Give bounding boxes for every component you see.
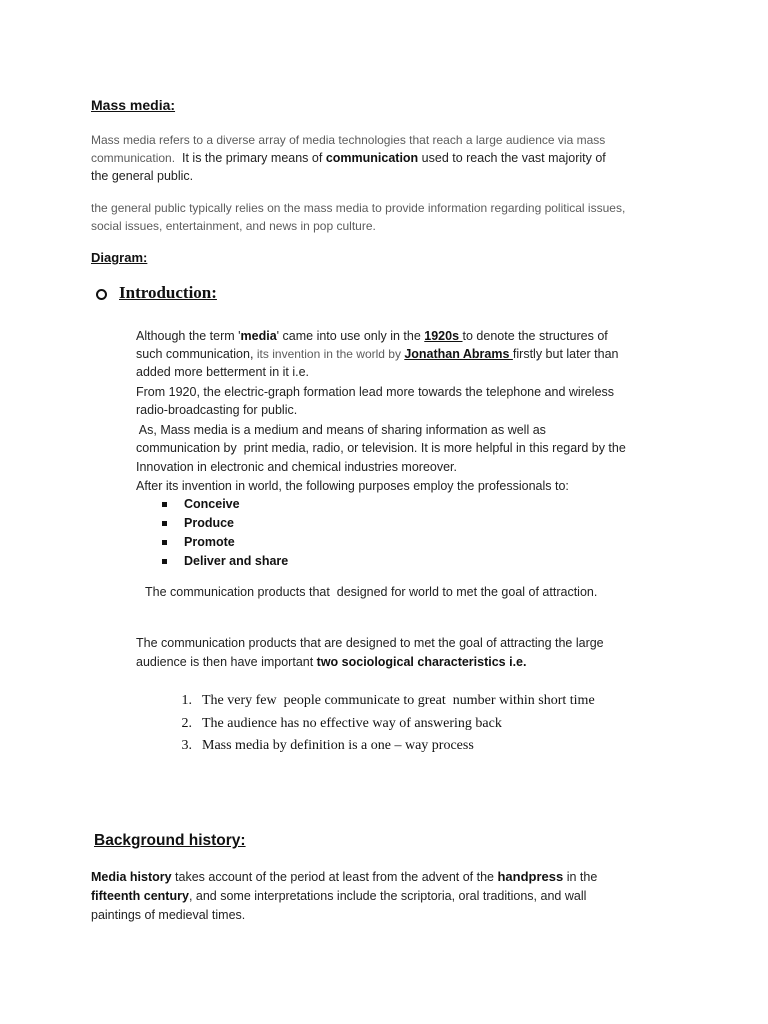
purpose-label: Promote [184,535,235,549]
mass-media-para-line-1 [91,131,605,150]
purpose-label: Conceive [184,497,240,511]
introduction-heading: Introduction: [119,283,217,302]
text-run-bold: handpress [497,869,564,884]
background-line-1 [91,868,597,887]
text-run: Mass media refers to a diverse array of media technologies that reach a large audience via mass [91,133,606,147]
list-item [160,552,460,571]
background-line-3: paintings of medieval times. [91,908,246,922]
intro-line-4: From 1920, the electric-graph formation lead more towards the telephone and wireless [136,385,615,399]
list-text: The very few people communicate to great number within short time [202,693,595,708]
text-run: Although the term ' [136,329,241,343]
text-run: ' came into use only in the [276,329,425,343]
square-bullet-icon [162,559,167,564]
square-bullet-icon [162,502,167,507]
text-run: used to reach the vast majority of [418,151,606,165]
text-run-bold: Media history [91,870,172,884]
text-run-bold: fifteenth century [91,889,189,903]
text-run-bold: two sociological characteristics i.e. [316,655,527,669]
text-run-bold-underline: Jonathan Abrams [404,347,513,361]
text-run: its invention in the world by [256,347,405,361]
text-run: , and some interpretations include the scriptoria, oral traditions, and wall [188,889,587,903]
intro-line-9: After its invention in world, the following purposes employ the professionals to: [136,479,569,493]
list-text: The audience has no effective way of answering back [202,715,502,731]
mass-media-para2-line-2: social issues, entertainment, and news in pop culture. [91,219,376,233]
list-item [174,713,694,736]
products-line: The communication products that designed for world to met the goal of attraction. [145,585,598,599]
background-line-2 [91,887,586,906]
intro-line-5: radio-broadcasting for public. [136,403,298,417]
intro-line-2 [136,345,619,364]
purposes-list [160,495,460,571]
list-number: 2. [181,715,192,731]
circle-bullet-icon [96,289,107,300]
list-item [174,735,694,758]
square-bullet-icon [162,540,167,545]
text-run: takes account of the period at least from the advent of the [171,870,498,884]
mass-media-para-line-3: the general public. [91,169,194,183]
text-run: communication. [91,151,176,165]
intro-line-8: Innovation in electronic and chemical industries moreover. [136,460,458,474]
characteristics-list [174,690,694,758]
mass-media-para2-line-1: the general public typically relies on the mass media to provide information regarding political issues, [91,201,626,215]
intro-line-3: added more betterment in it i.e. [136,365,310,379]
text-run-bold-underline: 1920s [424,329,463,343]
intro-line-6: As, Mass media is a medium and means of sharing information as well as [136,423,546,437]
list-item [160,514,460,533]
text-run: to denote the structures of [462,329,608,343]
list-number: 1. [181,693,192,708]
mass-media-heading: Mass media: [91,97,176,113]
text-run: in the [563,870,598,884]
list-item [160,495,460,514]
list-number: 3. [181,738,192,753]
intro-line-1 [136,327,608,346]
products-para-line-2 [136,653,526,672]
purpose-label: Deliver and share [184,554,289,568]
text-run: audience is then have important [136,655,317,669]
purpose-label: Produce [184,516,235,530]
text-run-bold: media [240,329,277,343]
diagram-heading: Diagram: [91,250,148,265]
list-item [160,533,460,552]
square-bullet-icon [162,521,167,526]
text-run: It is the primary means of [182,151,326,165]
intro-line-7: communication by print media, radio, or television. It is more helpful in this regard by the [136,441,626,455]
list-item [174,690,694,713]
text-run: firstly but later than [512,347,619,361]
list-text: Mass media by definition is a one – way process [202,738,474,753]
background-history-heading: Background history: [94,832,246,849]
text-run: such communication, [136,347,257,361]
products-para-line-1: The communication products that are designed to met the goal of attracting the large [136,636,604,650]
text-run-bold: communication [325,151,419,165]
mass-media-para-line-2 [91,149,606,168]
